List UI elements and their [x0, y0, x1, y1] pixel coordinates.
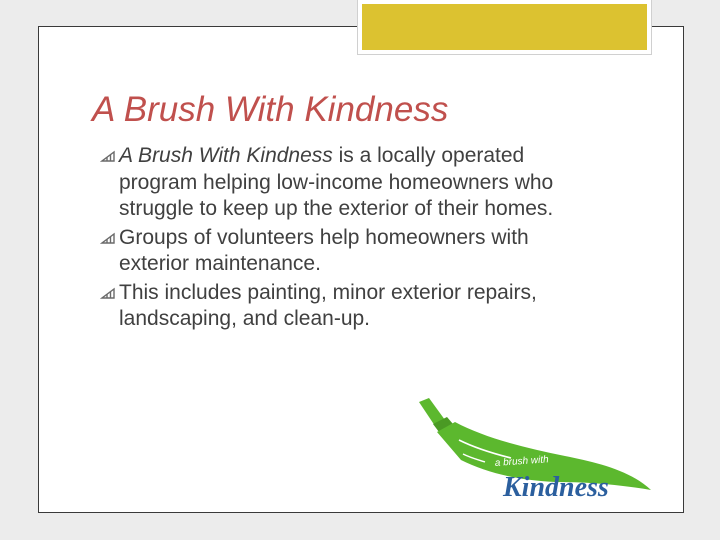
bullet-emphasis: A Brush With Kindness	[119, 144, 333, 167]
bullet-item	[100, 143, 600, 223]
bullet-item	[100, 280, 600, 333]
a-brush-with-kindness-logo	[415, 398, 660, 510]
logo-wordmark: Kindness	[503, 472, 609, 503]
bullet-list	[100, 143, 600, 335]
bullet-text: is a locally operated program helping low-income homeowners who struggle to keep up the exterior of their homes.	[119, 144, 554, 220]
logo-tagline: a brush with	[494, 454, 549, 469]
bullet-item	[100, 225, 600, 278]
bullet-text: Groups of volunteers help homeowners with exterior maintenance.	[119, 225, 529, 275]
signal-bullet-icon	[100, 150, 116, 162]
signal-bullet-icon	[100, 287, 116, 299]
accent-box	[358, 0, 651, 54]
slide-title: A Brush With Kindness	[92, 90, 449, 129]
signal-bullet-icon	[100, 232, 116, 244]
bullet-text: This includes painting, minor exterior repairs, landscaping, and clean-up.	[119, 280, 537, 330]
